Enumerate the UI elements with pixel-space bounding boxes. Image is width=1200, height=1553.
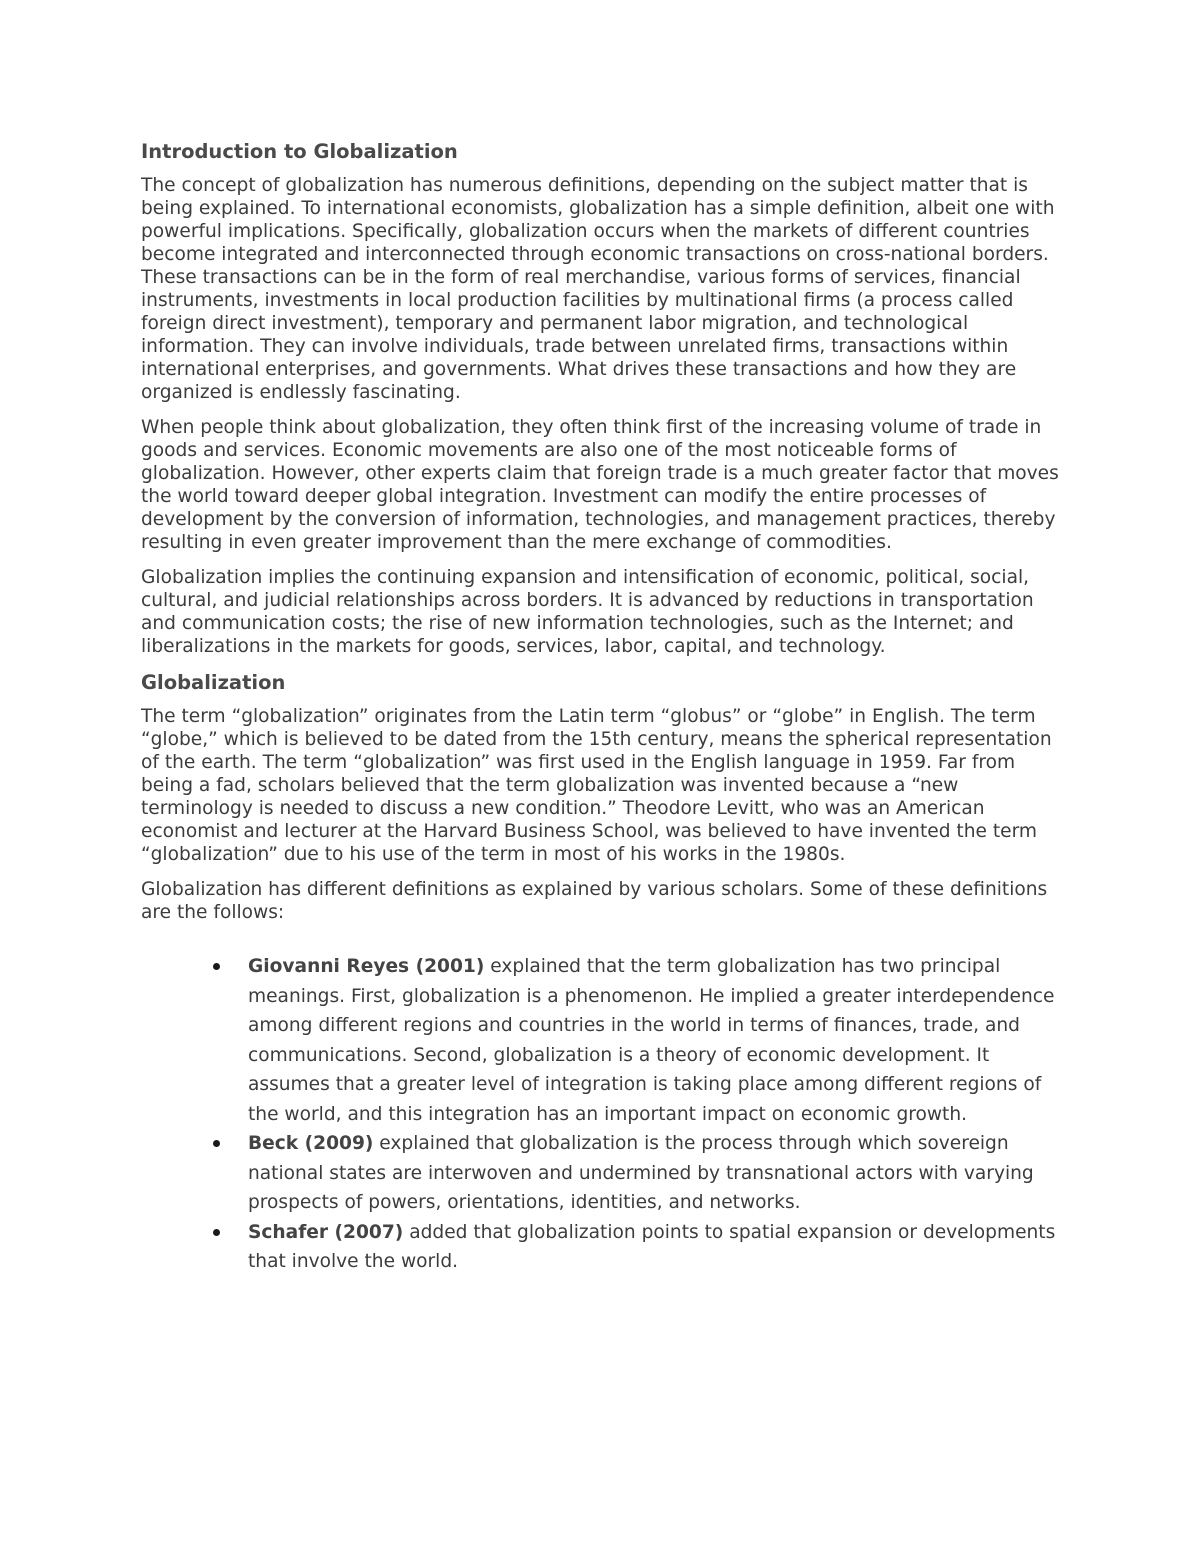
list-item — [248, 952, 1071, 1129]
bullet-icon — [213, 963, 220, 970]
list-item — [248, 1129, 1071, 1218]
list-item-author: Schafer (2007) — [248, 1221, 404, 1243]
list-item — [248, 1218, 1071, 1277]
heading-globalization: Globalization — [141, 671, 286, 694]
paragraph-implications: Globalization implies the continuing expansion and intensification of economic, political, social, cultural, and judicial relationships across borders. It is advanced by reductions in transportation and communication costs; the rise of new information technologies, such as the Internet; and liberalizations in the markets for goods, services, labor, capital, and technology. — [141, 567, 1034, 657]
bullet-icon — [213, 1229, 220, 1236]
bullet-icon — [213, 1140, 220, 1147]
heading-introduction: Introduction to Globalization — [141, 140, 458, 163]
document-page — [141, 139, 1071, 1277]
list-item-text: explained that globalization is the process through which sovereign national states are interwoven and undermined by transnational actors with varying prospects of powers, orientations, identities, and networks. — [248, 1133, 1034, 1213]
paragraph-term-origin: The term “globalization” originates from the Latin term “globus” or “globe” in English. The term “globe,” which is believed to be dated from the 15th century, means the spherical representation of the earth. The term “globalization” was first used in the English language in 1959. Far from being a fad, scholars believed that the term globalization was invented because a “new terminology is needed to discuss a new condition.” Theodore Levitt, who was an American economist and lecturer at the Harvard Business School, was believed to have invented the term “globalization” due to his use of the term in most of his works in the 1980s. — [141, 706, 1052, 865]
paragraph-trade: When people think about globalization, they often think first of the increasing volume of trade in goods and services. Economic movements are also one of the most noticeable forms of globalization. However, other experts claim that foreign trade is a much greater factor that moves the world toward deeper global integration. Investment can modify the entire processes of development by the conversion of information, technologies, and management practices, thereby resulting in even greater improvement than the mere exchange of commodities. — [141, 417, 1059, 553]
list-item-author: Giovanni Reyes (2001) — [248, 956, 485, 977]
paragraph-definitions-intro: Globalization has different definitions as explained by various scholars. Some of these definitions are the follows: — [141, 879, 1048, 923]
list-item-text: added that globalization points to spatial expansion or developments that involve the world. — [248, 1221, 1056, 1272]
list-item-author: Beck (2009) — [248, 1133, 374, 1154]
list-item-text: explained that the term globalization has two principal meanings. First, globalization is a phenomenon. He implied a greater interdependence among different regions and countries in the world in terms of finances, trade, and communications. Second, globalization is a theory of economic development. It assumes that a greater level of integration is taking place among different regions of the world, and this integration has an important impact on economic growth. — [248, 956, 1055, 1125]
definitions-list — [141, 952, 1071, 1277]
paragraph-concept: The concept of globalization has numerous definitions, depending on the subject matter that is being explained. To international economists, globalization has a simple definition, albeit one with powerful implications. Specifically, globalization occurs when the markets of different countries become integrated and interconnected through economic transactions on cross-national borders. These transactions can be in the form of real merchandise, various forms of services, financial instruments, investments in local production facilities by multinational firms (a process called foreign direct investment), temporary and permanent labor migration, and technological information. They can involve individuals, trade between unrelated firms, transactions within international enterprises, and governments. What drives these transactions and how they are organized is endlessly fascinating. — [141, 175, 1055, 403]
